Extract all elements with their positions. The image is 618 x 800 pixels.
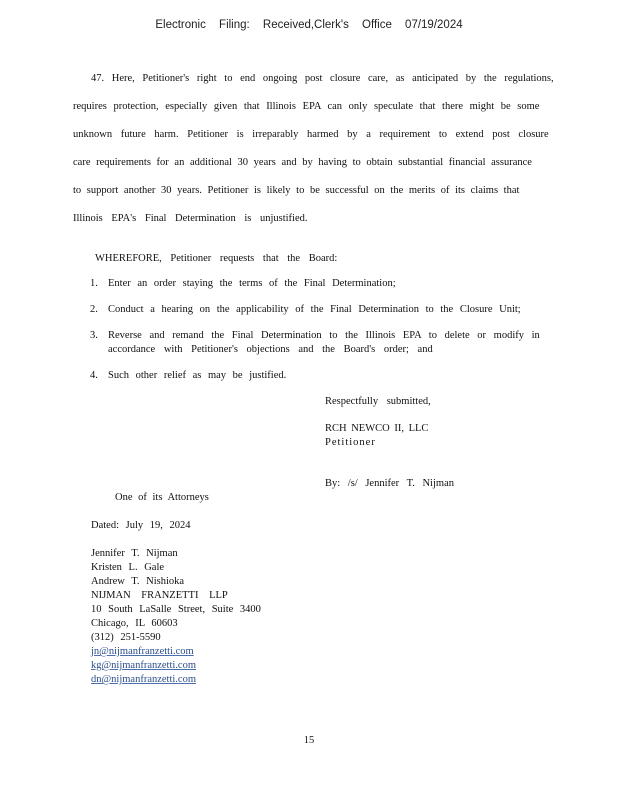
list-text: Reverse and remand the Final Determination to the Illinois EPA to delete or modify in bbox=[108, 330, 540, 341]
paragraph-line: to support another 30 years. Petitioner is likely to be successful on the merits of its claims that bbox=[73, 185, 520, 196]
wherefore-clause: WHEREFORE, Petitioner requests that the Board: bbox=[95, 253, 338, 264]
list-number: 3. bbox=[90, 330, 98, 341]
list-number: 4. bbox=[90, 370, 98, 381]
filing-header: Electronic Filing: Received,Clerk's Office 07/19/2024 bbox=[155, 19, 463, 31]
paragraph-line: care requirements for an additional 30 years and by having to obtain substantial financial assurance bbox=[73, 157, 532, 168]
attorney-name: Jennifer T. Nijman bbox=[91, 548, 178, 559]
paragraph-line: unknown future harm. Petitioner is irreparably harmed by a requirement to extend post closure bbox=[73, 129, 549, 140]
attorney-name: Andrew T. Nishioka bbox=[91, 576, 185, 587]
list-text: Enter an order staying the terms of the Final Determination; bbox=[108, 278, 396, 289]
list-text: Such other relief as may be justified. bbox=[108, 370, 287, 381]
email-link[interactable]: kg@nijmanfranzetti.com bbox=[91, 660, 197, 671]
list-item bbox=[90, 278, 396, 289]
date-line: Dated: July 19, 2024 bbox=[91, 520, 191, 531]
company-role: Petitioner bbox=[325, 437, 376, 448]
attorney-name: Kristen L. Gale bbox=[91, 562, 165, 573]
signature-line: By: /s/ Jennifer T. Nijman bbox=[325, 478, 454, 489]
attorneys-line: One of its Attorneys bbox=[115, 492, 209, 503]
paragraph-line: requires protection, especially given that Illinois EPA can only speculate that there might be some bbox=[73, 101, 540, 112]
paragraph-line: 47. Here, Petitioner's right to end ongoing post closure care, as anticipated by the regulations, bbox=[91, 73, 554, 84]
list-item bbox=[90, 304, 521, 315]
email-link[interactable]: jn@nijmanfranzetti.com bbox=[91, 646, 194, 657]
list-item bbox=[90, 330, 540, 341]
list-number: 2. bbox=[90, 304, 98, 315]
paragraph-line: Illinois EPA's Final Determination is unjustified. bbox=[73, 213, 308, 224]
company-name: RCH NEWCO II, LLC bbox=[325, 423, 429, 434]
page-number: 15 bbox=[303, 735, 315, 746]
firm-name: NIJMAN FRANZETTI LLP bbox=[91, 590, 228, 601]
email-link[interactable]: dn@nijmanfranzetti.com bbox=[91, 674, 197, 685]
address-line: Chicago, IL 60603 bbox=[91, 618, 178, 629]
phone-number: (312) 251-5590 bbox=[91, 632, 161, 643]
list-number: 1. bbox=[90, 278, 98, 289]
list-item-continuation: accordance with Petitioner's objections and the Board's order; and bbox=[108, 344, 433, 355]
list-text: Conduct a hearing on the applicability of the Final Determination to the Closure Unit; bbox=[108, 304, 521, 315]
list-item bbox=[90, 370, 286, 381]
address-line: 10 South LaSalle Street, Suite 3400 bbox=[91, 604, 261, 615]
closing-text: Respectfully submitted, bbox=[325, 396, 431, 407]
